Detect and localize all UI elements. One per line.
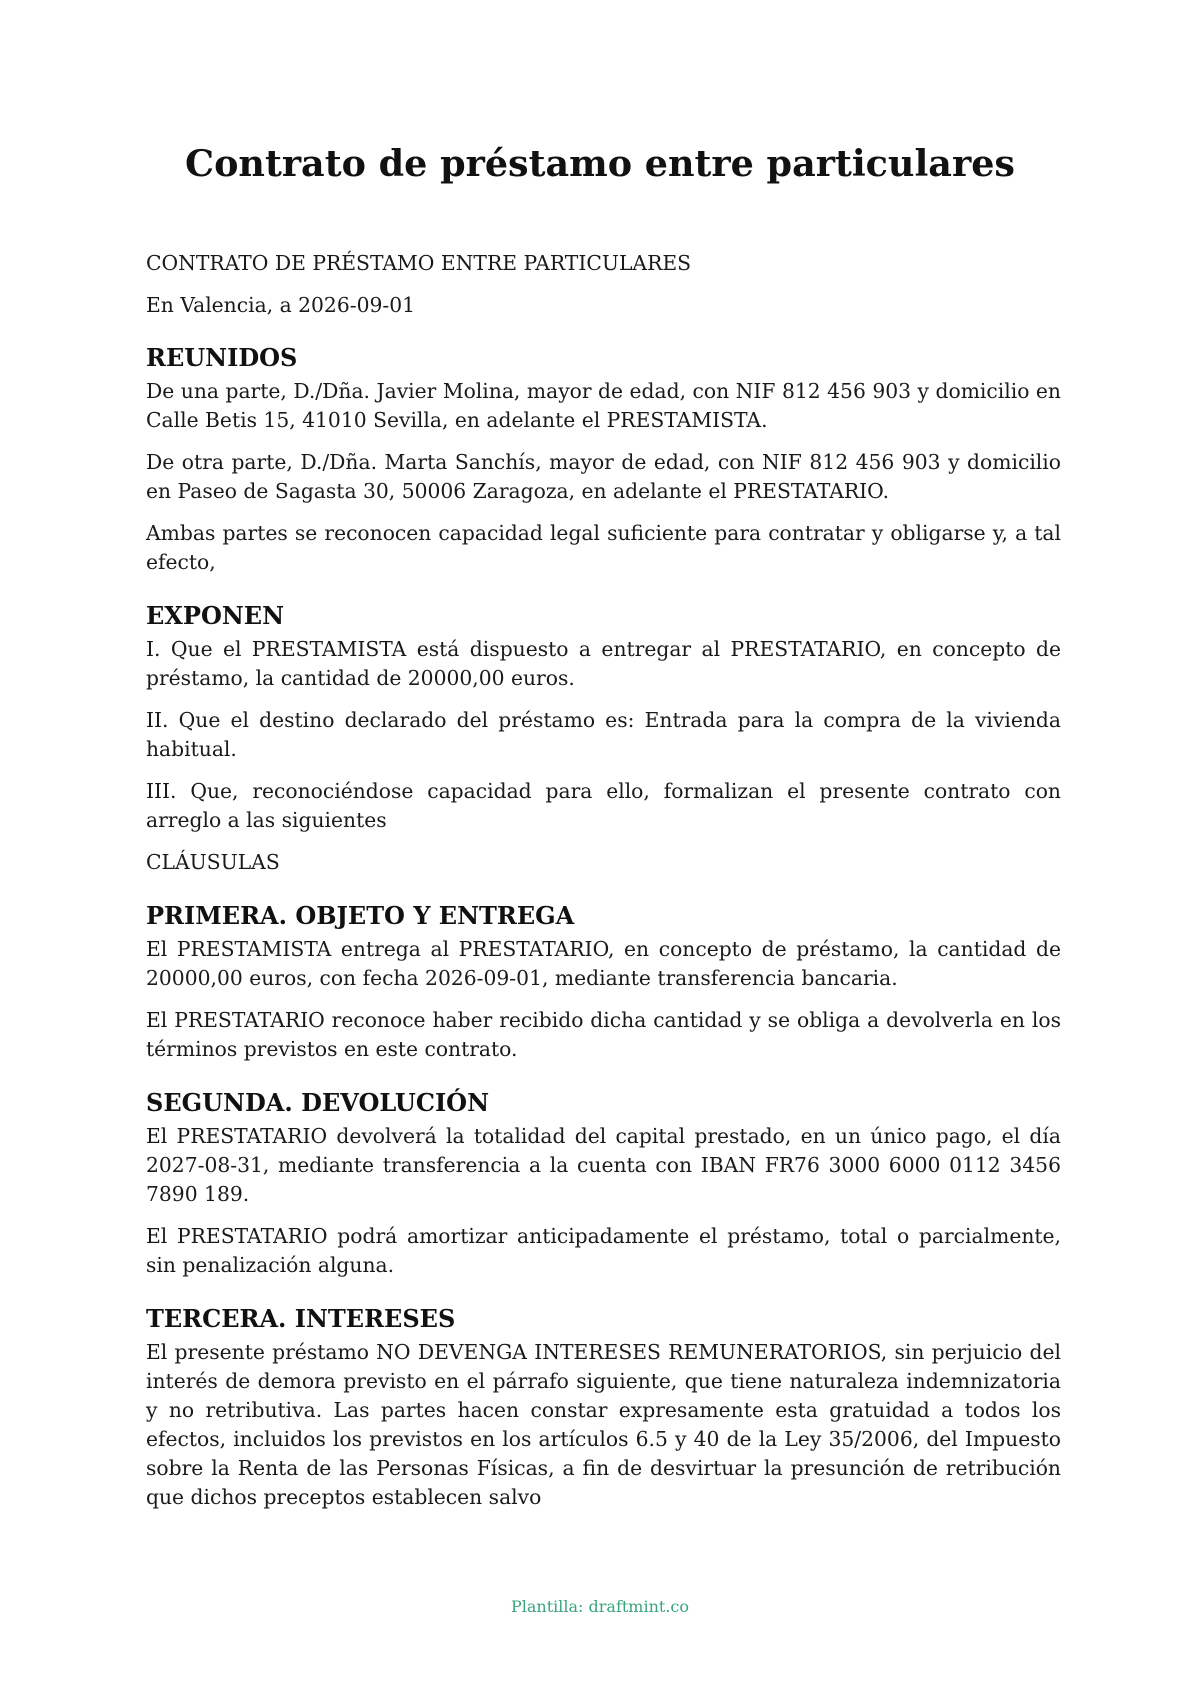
place-and-date: En Valencia, a 2026-09-01 (146, 293, 416, 317)
segunda-paragraph-2: El PRESTATARIO podrá amortizar anticipadamente el préstamo, total o parcialmente, sin penalización alguna. (146, 1224, 1061, 1277)
document-title: Contrato de préstamo entre particulares (185, 142, 1015, 185)
template-footer: Plantilla: draftmint.co (510, 1597, 689, 1616)
section-heading-reunidos: REUNIDOS (146, 343, 298, 372)
exponen-paragraph-2: II. Que el destino declarado del préstamo es: Entrada para la compra de la vivienda habitual. (146, 708, 1061, 761)
section-heading-segunda: SEGUNDA. DEVOLUCIÓN (146, 1088, 490, 1117)
contract-heading-line: CONTRATO DE PRÉSTAMO ENTRE PARTICULARES (146, 251, 692, 275)
section-heading-primera: PRIMERA. OBJETO Y ENTREGA (146, 901, 575, 930)
clausulas-label: CLÁUSULAS (146, 850, 280, 874)
reunidos-paragraph-lender: De una parte, D./Dña. Javier Molina, mayor de edad, con NIF 812 456 903 y domicilio en Calle Betis 15, 41010 Sevilla, en adelante el PRESTAMISTA. (146, 379, 1061, 432)
tercera-paragraph-1: El presente préstamo NO DEVENGA INTERESES REMUNERATORIOS, sin perjuicio del interés de demora previsto en el párrafo siguiente, que tiene naturaleza indemnizatoria y no retributiva. Las partes hacen constar expresamente esta gratuidad a todos los efectos, incluidos los previstos en los artículos 6.5 y 40 de la Ley 35/2006, del Impuesto sobre la Renta de las Personas Físicas, a fin de desvirtuar la presunción de retribución que dichos preceptos establecen salvo (146, 1340, 1061, 1509)
exponen-paragraph-1: I. Que el PRESTAMISTA está dispuesto a entregar al PRESTATARIO, en concepto de préstamo, la cantidad de 20000,00 euros. (146, 637, 1061, 690)
primera-paragraph-1: El PRESTAMISTA entrega al PRESTATARIO, en concepto de préstamo, la cantidad de 20000,00 euros, con fecha 2026-09-01, mediante transferencia bancaria. (146, 937, 1061, 990)
section-heading-tercera: TERCERA. INTERESES (146, 1304, 456, 1333)
exponen-paragraph-3: III. Que, reconociéndose capacidad para ello, formalizan el presente contrato con arreglo a las siguientes (146, 779, 1061, 832)
primera-paragraph-2: El PRESTATARIO reconoce haber recibido dicha cantidad y se obliga a devolverla en los términos previstos en este contrato. (146, 1008, 1061, 1061)
document-body (146, 249, 1061, 1525)
reunidos-paragraph-borrower: De otra parte, D./Dña. Marta Sanchís, mayor de edad, con NIF 812 456 903 y domicilio en Paseo de Sagasta 30, 50006 Zaragoza, en adelante el PRESTATARIO. (146, 450, 1061, 503)
section-heading-exponen: EXPONEN (146, 601, 285, 630)
reunidos-paragraph-capacity: Ambas partes se reconocen capacidad legal suficiente para contratar y obligarse y, a tal efecto, (146, 521, 1061, 574)
segunda-paragraph-1: El PRESTATARIO devolverá la totalidad del capital prestado, en un único pago, el día 2027-08-31, mediante transferencia a la cuenta con IBAN FR76 3000 6000 0112 3456 7890 189. (146, 1124, 1061, 1206)
